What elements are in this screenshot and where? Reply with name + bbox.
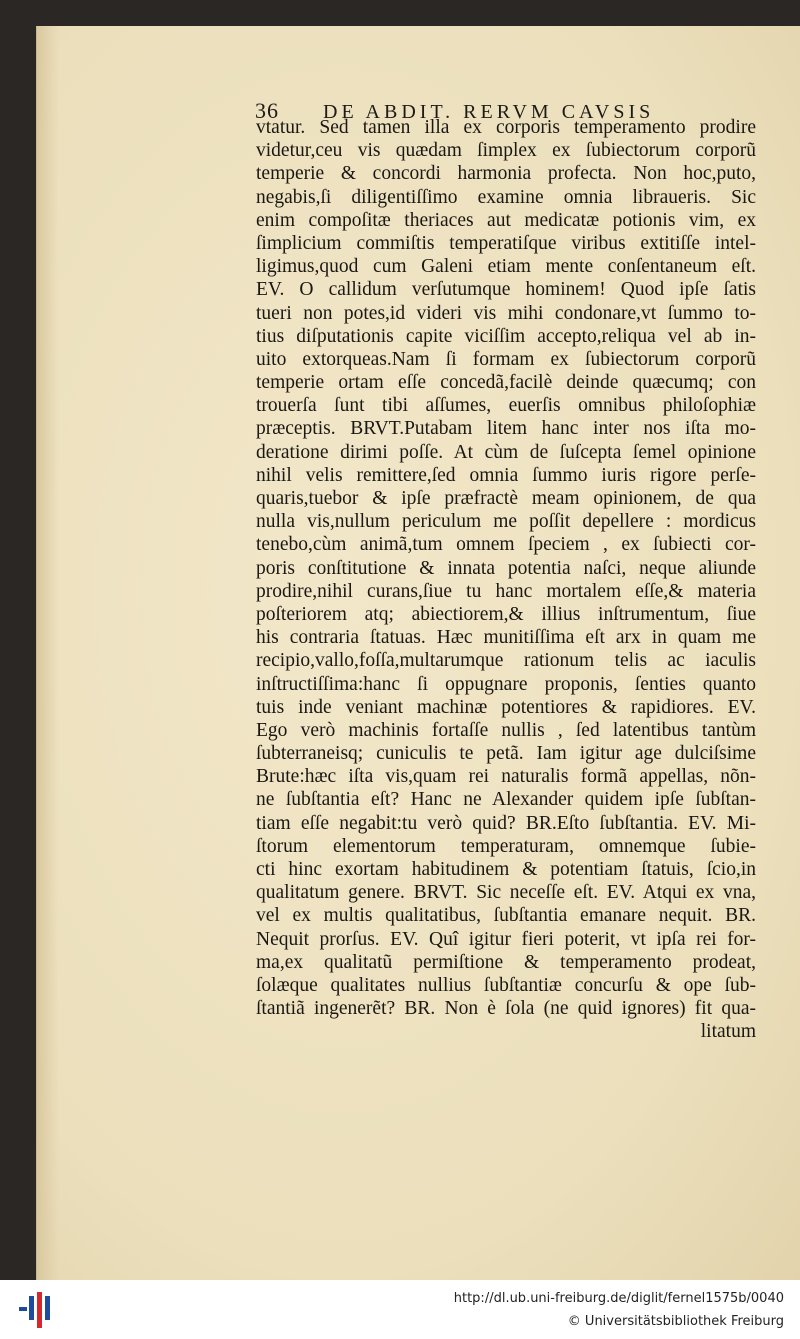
text-line: ſolæque qualitates nullius ſubſtantiæ concurſu & ope ſub- (256, 974, 756, 996)
text-line: deratione dirimi poſſe. At cùm de ſuſcepta ſemel opinione (256, 441, 756, 463)
text-line: ma,ex qualitatũ permiſtione & temperamento prodeat, (256, 951, 756, 973)
body-text (256, 116, 756, 1044)
text-line: vtatur. Sed tamen illa ex corporis temperamento prodire (256, 117, 756, 138)
text-line: tenebo,cùm animã,tum omnem ſpeciem , ex ſubiecti cor- (256, 534, 756, 556)
text-line: Ego verò machinis fortaſſe nullis , ſed latentibus tantùm (256, 719, 756, 741)
text-line: nulla vis,nullum periculum me poſſit depellere : mordicus (256, 511, 756, 533)
text-line: ligimus,quod cum Galeni etiam mente conſentaneum eſt. (256, 256, 756, 278)
text-line: poſteriorem atq; abiectiorem,& illius inſtrumentum, ſiue (256, 603, 756, 625)
text-line: vel ex multis qualitatibus, ſubſtantia emanare nequit. BR. (256, 905, 756, 927)
text-line: negabis,ſi diligentiſſimo examine omnia libraueris. Sic (256, 186, 756, 208)
text-line: his contraria ſtatuas. Hæc munitiſſima eſt arx in quam me (256, 627, 756, 649)
text-line: Nequit prorſus. EV. Quî igitur fieri poterit, vt ipſa rei for- (256, 928, 756, 950)
text-line: prodire,nihil curans,ſiue tu hanc mortalem eſſe,& materia (256, 580, 756, 602)
text-line: inſtructiſſima:hanc ſi oppugnare proponis, ſenties quanto (256, 673, 756, 695)
text-line: tiam eſſe negabit:tu verò quid? BR.Eſto ſubſtantia. EV. Mi- (256, 812, 756, 834)
page-number: 36 (255, 98, 279, 123)
text-line: ne ſubſtantia eſt? Hanc ne Alexander quidem ipſe ſubſtan- (256, 789, 756, 811)
page-url[interactable]: http://dl.ub.uni-freiburg.de/diglit/fernel1575b/0040 (453, 1291, 784, 1306)
running-title: DE ABDIT. RERVM CAVSIS (323, 101, 655, 123)
text-line: enim compoſitæ theriaces aut medicatæ potionis vim, ex (256, 209, 756, 231)
text-line: ſtantiã ingenerẽt? BR. Non è ſola (ne quid ignores) fit qua- (256, 998, 756, 1020)
text-line: EV. O callidum verſutumque hominem! Quod ipſe ſatis (256, 279, 756, 301)
text-line: temperie ortam eſſe concedã,facilè deinde quæcumq; con (256, 372, 756, 394)
text-line: tuis inde veniant machinæ potentiores & rapidiores. EV. (256, 696, 756, 718)
text-line: uito extorqueas.Nam ſi formam ex ſubiectorum corporũ (256, 348, 756, 370)
text-line: quaris,tuebor & ipſe præfractè meam opinionem, de qua (256, 488, 756, 509)
text-line: recipio,vallo,foſſa,multarumque rationum telis ac iaculis (256, 650, 756, 672)
text-line: tueri non potes,id videri vis mihi condonare,vt ſummo to- (256, 302, 756, 324)
text-line: Brute:hæc iſta vis,quam rei naturalis formã appellas, nõn- (256, 766, 756, 788)
copyright-notice: © Universitätsbibliothek Freiburg (567, 1314, 784, 1329)
text-line: ſimplicium commiſtis temperatiſque viribus extitiſſe intel- (256, 232, 756, 254)
text-line: trouerſa ſunt tibi aſſumes, euerſis omnibus philoſophiæ (256, 395, 756, 417)
text-line: poris conſtitutione & innata potentia naſci, neque aliunde (256, 557, 756, 579)
library-logo-icon (18, 1290, 58, 1330)
text-line: nihil velis remittere,ſed omnia ſummo iuris rigore perſe- (256, 464, 756, 486)
text-line: temperie & concordi harmonia profecta. Non hoc,puto, (256, 163, 756, 185)
text-line: videtur,ceu vis quædam ſimplex ex ſubiectorum corporũ (256, 140, 756, 162)
viewer-footer (0, 1280, 800, 1339)
text-line: præceptis. BRVT.Putabam litem hanc inter nos iſta mo- (256, 418, 756, 440)
text-line: qualitatum genere. BRVT. Sic neceſſe eſt. EV. Atqui ex vna, (256, 882, 756, 904)
page-gutter-shadow (37, 26, 59, 1280)
text-line: litatum (700, 1021, 756, 1043)
text-line: cti hinc exortam habitudinem & potentiam ſtatuis, ſcio,in (256, 859, 756, 880)
text-line: ſubterraneisq; cuniculis te petã. Iam igitur age dulciſsime (256, 743, 756, 765)
text-line: ſtorum elementorum temperaturam, omnemque ſubie- (256, 835, 756, 857)
text-line: tius diſputationis capite viciſſim accepto,reliqua vel ab in- (256, 325, 756, 347)
